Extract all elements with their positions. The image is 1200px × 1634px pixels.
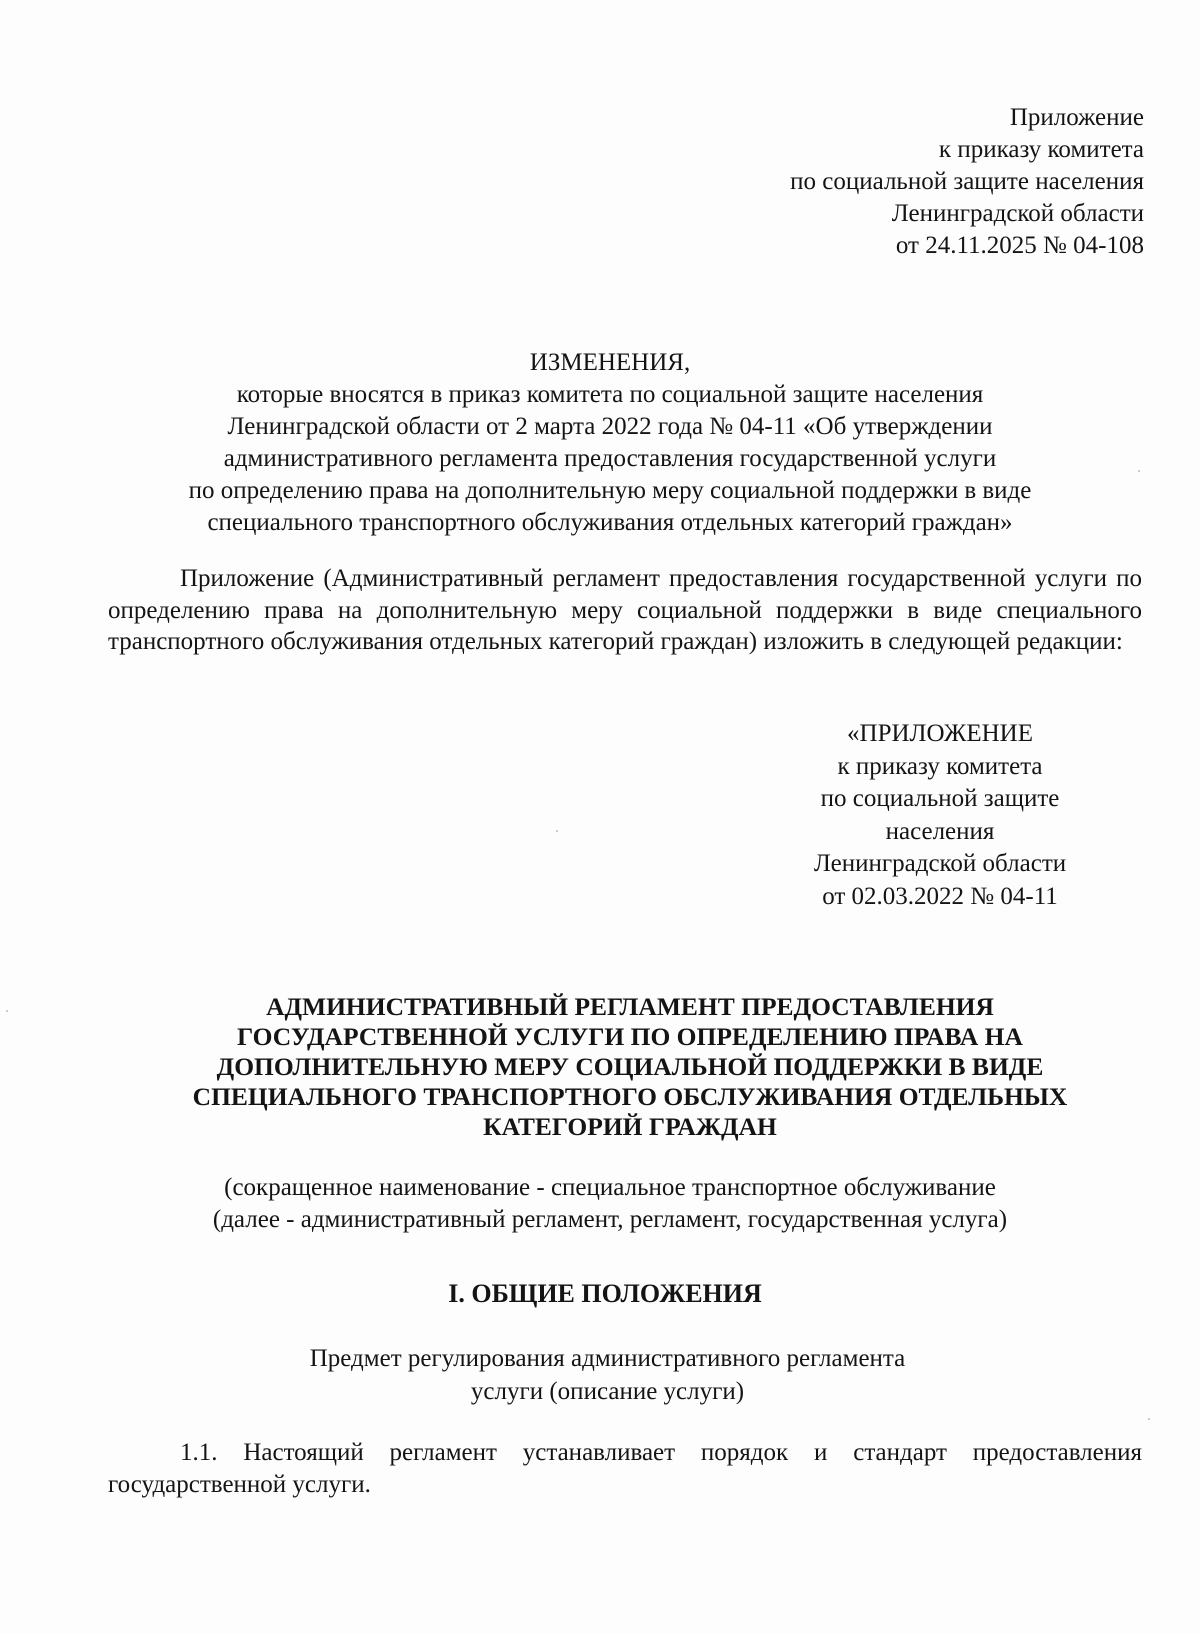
quoted-appendix-line: населения <box>885 817 995 845</box>
short-name-line: (далее - административный регламент, регламент, государственная услуга) <box>212 1206 1008 1233</box>
scan-speck <box>6 1010 8 1012</box>
header-appendix-line: Приложение <box>1009 104 1144 131</box>
regulation-title-line: ДОПОЛНИТЕЛЬНУЮ МЕРУ СОЦИАЛЬНОЙ ПОДДЕРЖКИ В ВИДЕ <box>216 1052 1044 1081</box>
quoted-appendix-line: к приказу комитета <box>837 752 1043 780</box>
scan-speck <box>556 830 558 832</box>
regulation-title-line: КАТЕГОРИЙ ГРАЖДАН <box>483 1112 777 1141</box>
subject-heading <box>100 1342 1115 1408</box>
regulation-title-line: ГОСУДАРСТВЕННОЙ УСЛУГИ ПО ОПРЕДЕЛЕНИЮ ПРАВА НА <box>237 1022 1023 1051</box>
regulation-title <box>100 992 1160 1142</box>
changes-line: которые вносятся в приказ комитета по социальной защите населения <box>236 381 984 408</box>
subject-heading-line: Предмет регулирования административного регламента <box>309 1345 906 1372</box>
section-title: I. ОБЩИЕ ПОЛОЖЕНИЯ <box>448 1279 762 1308</box>
changes-title: ИЗМЕНЕНИЯ, <box>529 349 691 376</box>
quoted-appendix-line: Ленинградской области <box>813 850 1067 877</box>
scan-speck <box>1138 470 1140 472</box>
changes-heading <box>100 347 1120 539</box>
regulation-title-line: СПЕЦИАЛЬНОГО ТРАНСПОРТНОГО ОБСЛУЖИВАНИЯ ОТДЕЛЬНЫХ <box>192 1082 1068 1111</box>
quoted-appendix-line: по социальной защите <box>820 785 1060 812</box>
quoted-appendix-date-number: от 02.03.2022 № 04-11 <box>822 882 1058 910</box>
changes-line: Ленинградской области от 2 марта 2022 года № 04-11 «Об утверждении <box>227 413 993 440</box>
header-appendix-line: по социальной защите населения <box>790 168 1144 195</box>
intro-paragraph: Приложение (Административный регламент предоставления государственной услуги по определению права на дополнительную меру социальной поддержки в виде специального транспортного обслуживания отдельных категорий граждан) изложить в следующей редакции: <box>108 565 1142 655</box>
paragraph-1-1: 1.1. Настоящий регламент устанавливает порядок и стандарт предоставления государственной услуги. <box>108 1439 1142 1498</box>
scan-speck <box>1148 1418 1150 1420</box>
changes-line: административного регламента предоставления государственной услуги <box>223 445 997 472</box>
header-appendix-date-number: от 24.11.2025 № 04-108 <box>895 232 1144 259</box>
quoted-appendix-line: «ПРИЛОЖЕНИЕ <box>847 720 1033 747</box>
subject-heading-line: услуги (описание услуги) <box>470 1378 745 1405</box>
header-appendix-line: к приказу комитета <box>938 136 1144 163</box>
short-name <box>100 1172 1120 1236</box>
regulation-title-line: АДМИНИСТРАТИВНЫЙ РЕГЛАМЕНТ ПРЕДОСТАВЛЕНИЯ <box>266 992 994 1021</box>
short-name-line: (сокращенное наименование - специальное транспортное обслуживание <box>224 1174 996 1201</box>
header-appendix-line: Ленинградской области <box>891 200 1144 227</box>
changes-line: специального транспортного обслуживания отдельных категорий граждан» <box>207 509 1013 536</box>
changes-line: по определению права на дополнительную меру социальной поддержки в виде <box>188 477 1032 504</box>
quoted-appendix <box>800 718 1080 913</box>
header-appendix <box>584 102 1144 262</box>
